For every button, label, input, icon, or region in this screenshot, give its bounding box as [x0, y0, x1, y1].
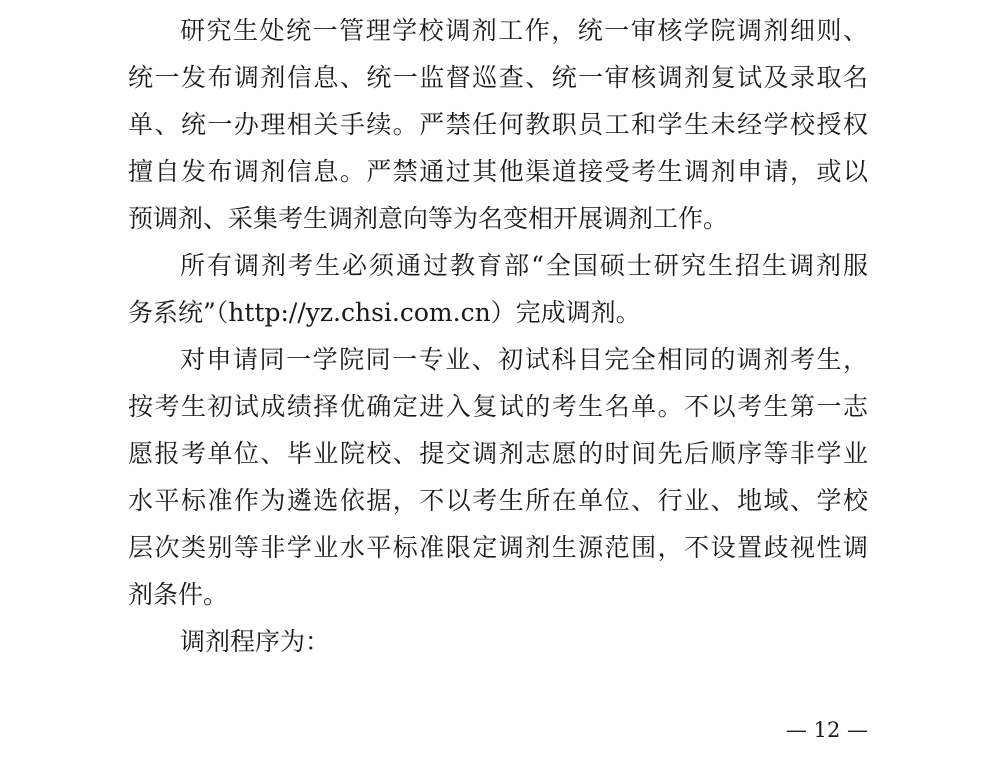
paragraph-3-line-5: 层次类别等非学业水平标准限定调剂生源范围，不设置歧视性调 [128, 533, 868, 562]
paragraph-3-line-3: 愿报考单位、毕业院校、提交调剂志愿的时间先后顺序等非学业 [128, 439, 868, 468]
paragraph-3-line-2: 按考生初试成绩择优确定进入复试的考生名单。不以考生第一志 [128, 392, 868, 421]
paragraph-1-line-2: 统一发布调剂信息、统一监督巡查、统一审核调剂复试及录取名 [128, 63, 868, 92]
paragraph-1-line-5: 预调剂、采集考生调剂意向等为名变相开展调剂工作。 [128, 204, 729, 233]
paragraph-1-line-3: 单、统一办理相关手续。严禁任何教职员工和学生未经学校授权 [128, 110, 868, 139]
paragraph-3-line-4: 水平标准作为遴选依据，不以考生所在单位、行业、地域、学校 [128, 486, 868, 515]
paragraph-1-line-4: 擅自发布调剂信息。严禁通过其他渠道接受考生调剂申请，或以 [128, 157, 868, 186]
paragraph-1-line-1: 研究生处统一管理学校调剂工作，统一审核学院调剂细则、 [180, 16, 868, 45]
paragraph-3-line-6: 剂条件。 [128, 580, 229, 609]
paragraph-2-line-2: 务系统”（http://yz.chsi.com.cn）完成调剂。 [128, 298, 641, 327]
page-number: — 12 — [785, 718, 868, 742]
paragraph-4-line-1: 调剂程序为： [180, 627, 331, 656]
paragraph-3-line-1: 对申请同一学院同一专业、初试科目完全相同的调剂考生， [180, 345, 868, 374]
paragraph-2-line-1: 所有调剂考生必须通过教育部“全国硕士研究生招生调剂服 [180, 251, 868, 280]
